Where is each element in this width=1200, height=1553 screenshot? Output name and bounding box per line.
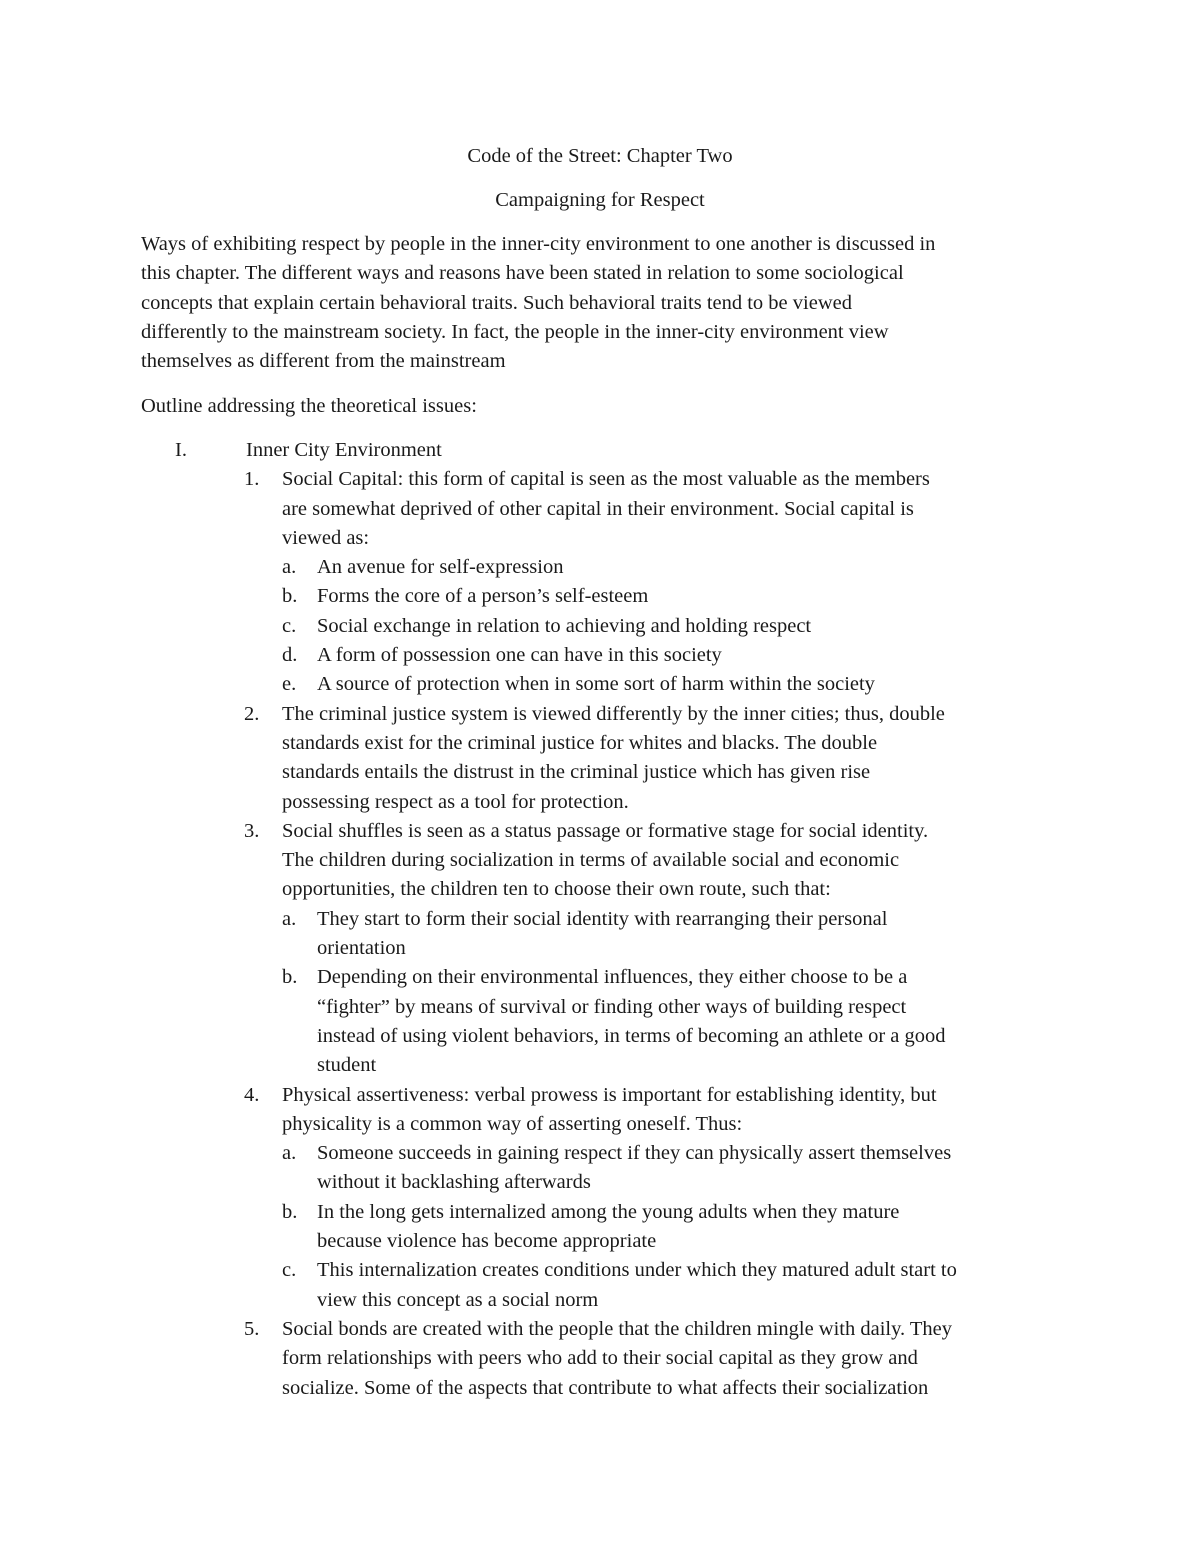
outline-intro: Outline addressing the theoretical issues: (141, 395, 477, 417)
lettered-subitem (141, 670, 1081, 699)
intro-line: this chapter. The different ways and reasons have been stated in relation to some sociological (141, 262, 904, 285)
intro-paragraph (141, 230, 1081, 376)
subitem-line: without it backlashing afterwards (317, 1171, 591, 1194)
item-line: form relationships with peers who add to their social capital as they grow and (282, 1347, 918, 1370)
item-number: 2. (244, 702, 260, 725)
subitem-line: orientation (317, 937, 406, 960)
subitem-line: view this concept as a social norm (317, 1288, 599, 1311)
item-line: Social Capital: this form of capital is seen as the most valuable as the members (282, 468, 930, 491)
item-line: opportunities, the children ten to choose their own route, such that: (282, 878, 831, 901)
lettered-subitem (141, 553, 1081, 582)
item-line: standards entails the distrust in the criminal justice which has given rise (282, 761, 871, 784)
lettered-subitem (141, 612, 1081, 641)
item-line: are somewhat deprived of other capital in their environment. Social capital is (282, 497, 914, 520)
subitem-line: instead of using violent behaviors, in terms of becoming an athlete or a good (317, 1024, 946, 1047)
item-line: standards exist for the criminal justice for whites and blacks. The double (282, 731, 878, 754)
subitem-letter: b. (282, 966, 298, 989)
subitem-line: Social exchange in relation to achieving and holding respect (317, 614, 812, 637)
subitem-line: A source of protection when in some sort of harm within the society (317, 673, 875, 696)
subitem-line: Someone succeeds in gaining respect if they can physically assert themselves (317, 1142, 952, 1165)
subitem-letter: d. (282, 644, 298, 667)
item-line: The children during socialization in terms of available social and economic (282, 849, 900, 872)
item-line: possessing respect as a tool for protection. (282, 790, 629, 813)
subitem-letter: c. (282, 614, 297, 637)
item-number: 5. (244, 1317, 260, 1340)
subitem-letter: e. (282, 673, 297, 696)
subitem-line: They start to form their social identity with rearranging their personal (317, 907, 888, 930)
lettered-subitem (141, 1256, 1081, 1315)
subitem-line: In the long gets internalized among the young adults when they mature (317, 1200, 900, 1223)
item-number: 4. (244, 1083, 260, 1106)
item-line: physicality is a common way of asserting oneself. Thus: (282, 1112, 743, 1135)
numbered-item (141, 817, 1081, 905)
section-heading: Inner City Environment (246, 439, 442, 461)
item-number: 1. (244, 468, 260, 491)
intro-line: Ways of exhibiting respect by people in the inner-city environment to one another is discussed in (141, 233, 936, 255)
subitem-line: because violence has become appropriate (317, 1230, 657, 1253)
lettered-subitem (141, 905, 1081, 964)
intro-line: differently to the mainstream society. In fact, the people in the inner-city environment view (141, 320, 889, 343)
numbered-item (141, 1315, 1081, 1403)
item-line: Physical assertiveness: verbal prowess is important for establishing identity, but (282, 1083, 937, 1106)
subitem-letter: c. (282, 1259, 297, 1282)
subitem-line: Depending on their environmental influences, they either choose to be a (317, 966, 908, 989)
item-line: The criminal justice system is viewed differently by the inner cities; thus, double (282, 702, 945, 725)
subitem-letter: a. (282, 556, 297, 579)
lettered-subitem (141, 1139, 1081, 1198)
item-line: viewed as: (282, 526, 370, 549)
lettered-subitem (141, 1198, 1081, 1257)
item-line: Social shuffles is seen as a status passage or formative stage for social identity. (282, 819, 929, 842)
subitem-letter: b. (282, 1200, 298, 1223)
subitem-letter: b. (282, 585, 298, 608)
lettered-subitem (141, 963, 1081, 1080)
subitem-letter: a. (282, 1142, 297, 1165)
subitem-line: A form of possession one can have in this society (317, 644, 722, 667)
numbered-item (141, 700, 1081, 817)
item-line: socialize. Some of the aspects that contribute to what affects their socialization (282, 1376, 929, 1399)
item-number: 3. (244, 819, 260, 842)
numbered-item (141, 1081, 1081, 1140)
subitem-line: student (317, 1054, 377, 1077)
subitem-line: Forms the core of a person’s self-esteem (317, 585, 649, 608)
item-line: Social bonds are created with the people that the children mingle with daily. They (282, 1317, 953, 1340)
lettered-subitem (141, 582, 1081, 611)
subitem-line: This internalization creates conditions under which they matured adult start to (317, 1259, 957, 1282)
subitem-line: “fighter” by means of survival or finding other ways of building respect (317, 995, 907, 1018)
document-subtitle: Campaigning for Respect (495, 189, 705, 211)
numbered-item (141, 465, 1081, 553)
intro-line: concepts that explain certain behavioral traits. Such behavioral traits tend to be viewed (141, 291, 852, 314)
numbered-items (141, 465, 1081, 1403)
roman-numeral: I. (175, 439, 187, 461)
outline-list (141, 436, 1081, 1403)
lettered-subitem (141, 641, 1081, 670)
subitem-letter: a. (282, 907, 297, 930)
outline-section-heading (141, 436, 1081, 465)
document-title: Code of the Street: Chapter Two (467, 145, 733, 167)
subitem-line: An avenue for self-expression (317, 556, 564, 579)
intro-line: themselves as different from the mainstream (141, 350, 506, 373)
